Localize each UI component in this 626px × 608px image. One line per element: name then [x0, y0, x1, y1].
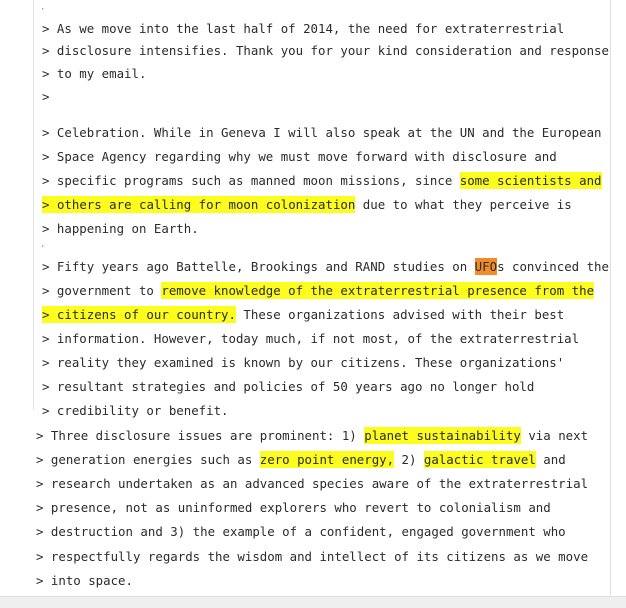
- quoted-line: > Celebration. While in Geneva I will also speak at the UN and the European: [42, 125, 602, 140]
- quoted-line: > destruction and 3) the example of a confident, engaged government who: [36, 524, 566, 539]
- quoted-line: > to my email.: [42, 66, 147, 81]
- quoted-line: > credibility or benefit.: [42, 403, 229, 418]
- quoted-line: > presence, not as uninformed explorers who revert to colonialism and: [36, 500, 551, 515]
- quoted-line: > reality they examined is known by our citizens. These organizations': [42, 355, 565, 370]
- highlighted-quote-marker: >: [42, 197, 50, 212]
- line-text: due to what they perceive is: [355, 197, 572, 212]
- bottom-toolbar-strip: [0, 596, 626, 608]
- quoted-line: > happening on Earth.: [42, 221, 199, 236]
- quoted-line: [36, 427, 588, 445]
- ufo-highlight: UFO: [474, 259, 498, 274]
- line-text: > Three disclosure issues are prominent: 1): [36, 428, 365, 443]
- highlighted-phrase: planet sustainability: [364, 428, 521, 443]
- line-text: via next: [520, 428, 589, 443]
- quoted-line: [42, 172, 602, 190]
- page-right-border: [610, 0, 611, 595]
- separator-dot: ·: [40, 5, 46, 15]
- highlighted-phrase: galactic travel: [423, 452, 536, 467]
- separator-dot: ·: [40, 242, 46, 252]
- highlighted-space: [49, 196, 56, 213]
- highlighted-phrase: > citizens of our country.: [42, 307, 236, 322]
- line-text: > government to: [42, 283, 162, 298]
- quoted-line: > disclosure intensifies. Thank you for your kind consideration and response: [42, 43, 609, 58]
- line-text: > specific programs such as manned moon missions, since: [42, 173, 460, 188]
- line-text: and: [535, 452, 566, 467]
- line-text: These organizations advised with their best: [235, 307, 565, 322]
- line-text: > Fifty years ago Battelle, Brookings and RAND studies on: [42, 259, 475, 274]
- quote-margin-rule: [33, 0, 34, 410]
- quoted-line: > resultant strategies and policies of 50 years ago no longer hold: [42, 379, 535, 394]
- quoted-line: > respectfully regards the wisdom and intellect of its citizens as we move: [36, 549, 589, 564]
- quoted-line: [42, 306, 564, 324]
- highlighted-phrase: zero point energy,: [259, 452, 395, 467]
- line-text: > generation energies such as: [36, 452, 260, 467]
- quoted-line: > into space.: [36, 573, 133, 588]
- highlighted-phrase: some scientists and: [459, 173, 602, 188]
- quoted-line: [36, 451, 566, 469]
- highlighted-phrase: others are calling for moon colonization: [56, 197, 356, 212]
- quoted-line: > Space Agency regarding why we must move forward with disclosure and: [42, 149, 557, 164]
- quoted-line: [42, 196, 572, 214]
- quoted-line: [42, 258, 609, 276]
- quoted-line: > information. However, today much, if not most, of the extraterrestrial: [42, 331, 580, 346]
- highlighted-phrase: remove knowledge of the extraterrestrial presence from the: [161, 283, 595, 298]
- quoted-line: >: [42, 89, 50, 104]
- quoted-line: > As we move into the last half of 2014, the need for extraterrestrial: [42, 21, 565, 36]
- line-text: s convinced the: [497, 259, 609, 274]
- line-text: 2): [394, 452, 424, 467]
- quoted-line: [42, 282, 594, 300]
- quoted-line: > research undertaken as an advanced species aware of the extraterrestrial: [36, 476, 589, 491]
